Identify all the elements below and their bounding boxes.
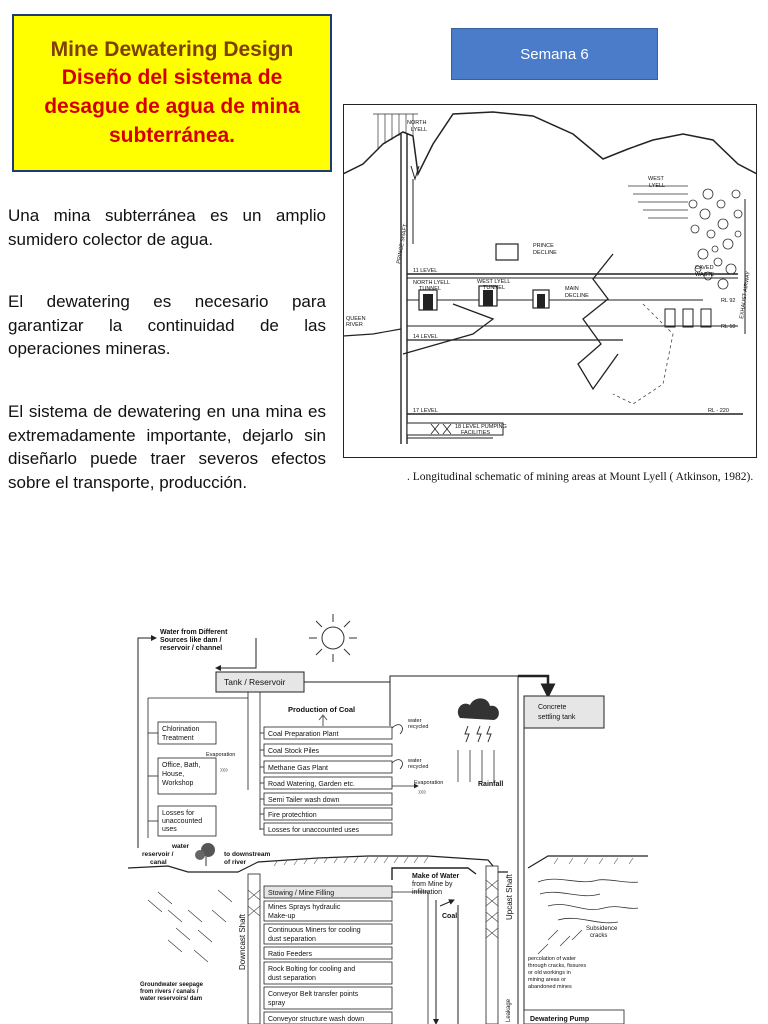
mine-use-6: Conveyor structure wash down bbox=[268, 1016, 365, 1023]
downstream-2: of river bbox=[224, 859, 247, 866]
label-pumping-2: FACILITIES bbox=[461, 430, 491, 436]
mine-use-5b: spray bbox=[268, 1000, 286, 1007]
paragraph-3: El sistema de dewatering en una mina es extremadamente importante, dejarlo sin diseñarlo puede traer severos efectos sobre el transporte, producción. bbox=[8, 402, 326, 492]
label-rl-92: RL 92 bbox=[721, 298, 736, 304]
reservoir-3: canal bbox=[150, 859, 167, 866]
chlorination-1: Chlorination bbox=[162, 726, 200, 733]
label-main-decline-1: MAIN bbox=[565, 286, 579, 292]
percolation-4: mining areas or bbox=[528, 977, 566, 983]
use-1: Coal Stock Piles bbox=[268, 748, 319, 755]
title-box bbox=[12, 14, 332, 172]
title-spanish-line-2: desague de agua de mina bbox=[44, 94, 300, 118]
use-0: Coal Preparation Plant bbox=[268, 731, 339, 738]
water-recycled-2a: water bbox=[408, 758, 422, 764]
label-prince-decline-2: DECLINE bbox=[533, 250, 557, 256]
mine-use-3: Ratio Feeders bbox=[268, 951, 312, 958]
label-prince-decline-1: PRINCE bbox=[533, 243, 554, 249]
title-spanish-line-1: Diseño del sistema de bbox=[61, 65, 283, 89]
water-sources-2: Sources like dam / bbox=[160, 637, 222, 644]
use-4: Semi Tailer wash down bbox=[268, 797, 340, 804]
mine-use-5a: Conveyor Belt transfer points bbox=[268, 991, 359, 998]
percolation-5: abandoned mines bbox=[528, 984, 572, 990]
label-pumping-1: 18 LEVEL PUMPING bbox=[455, 424, 507, 430]
leakage-label: Leakage bbox=[506, 998, 512, 1022]
mount-lyell-schematic bbox=[343, 104, 757, 458]
use-6: Losses for unaccounted uses bbox=[268, 827, 360, 834]
mine-use-0: Stowing / Mine Filling bbox=[268, 890, 335, 897]
tree-icon bbox=[195, 843, 215, 866]
label-17-level: 17 LEVEL bbox=[413, 408, 438, 414]
label-queen-river-2: RIVER bbox=[346, 322, 363, 328]
mine-use-4a: Rock Bolting for cooling and bbox=[268, 966, 356, 973]
percolation-3: or old workings in bbox=[528, 970, 571, 976]
mine-use-2a: Continuous Miners for cooling bbox=[268, 927, 361, 934]
rain-cloud-icon bbox=[458, 698, 499, 782]
water-recycled-1a: water bbox=[408, 718, 422, 724]
subsidence-2: cracks bbox=[590, 933, 608, 939]
paragraph-2: El dewatering es necesario para garantizar la continuidad de las operaciones mineras. bbox=[8, 292, 326, 358]
label-caved-waste-2: WASTE bbox=[695, 272, 715, 278]
label-rl-10: RL 10 bbox=[721, 324, 736, 330]
coal-label: Coal bbox=[442, 913, 458, 920]
title-spanish-line-3: subterránea. bbox=[108, 123, 236, 147]
label-queen-river-1: QUEEN bbox=[346, 316, 366, 322]
settling-1: Concrete bbox=[538, 704, 567, 711]
figure-1-caption: . Longitudinal schematic of mining areas at Mount Lyell ( Atkinson, 1982). bbox=[407, 471, 754, 483]
label-west-lyell-tunnel-2: TUNNEL bbox=[483, 285, 506, 291]
office-3: Workshop bbox=[162, 780, 194, 787]
groundwater-1: Groundwater seepage bbox=[140, 982, 204, 988]
label-rl-220: RL - 220 bbox=[708, 408, 729, 414]
label-north-lyell-2: LYELL bbox=[411, 127, 428, 133]
reservoir-1: water bbox=[172, 843, 189, 850]
water-sources-1: Water from Different bbox=[160, 629, 228, 636]
label-exhaust-airway: EXHAUST AIRWAY bbox=[739, 270, 752, 320]
losses-1: Losses for bbox=[162, 810, 195, 817]
rainfall-label: Rainfall bbox=[478, 781, 504, 788]
office-2: House, bbox=[162, 771, 185, 778]
evaporation-right-squiggle-icon: ⁾⁾⁾⁾ bbox=[418, 789, 426, 798]
subsidence-1: Subsidence bbox=[586, 926, 618, 932]
mine-use-1a: Mines Sprays hydraulic bbox=[268, 904, 341, 911]
label-north-lyell-tunnel-1: NORTH LYELL bbox=[413, 280, 451, 286]
production-label: Production of Coal bbox=[288, 705, 356, 714]
label-north-lyell-1: NORTH bbox=[407, 120, 427, 126]
sun-icon bbox=[309, 614, 357, 662]
chlorination-2: Treatment bbox=[162, 735, 194, 742]
mine-water-flow-diagram bbox=[128, 610, 648, 1024]
groundwater-3: water reservoirs/ dam bbox=[140, 996, 203, 1002]
tank-label: Tank / Reservoir bbox=[224, 677, 286, 687]
label-west-lyell-tunnel-1: WEST LYELL bbox=[477, 279, 511, 285]
label-14-level: 14 LEVEL bbox=[413, 334, 438, 340]
percolation-1: percolation of water bbox=[528, 956, 576, 962]
label-north-lyell-tunnel-2: TUNNEL bbox=[419, 286, 442, 292]
mine-use-1b: Make-up bbox=[268, 913, 296, 920]
settling-2: settling tank bbox=[538, 714, 576, 721]
label-prince-shaft: PRINCE SHAFT bbox=[396, 223, 409, 265]
use-2: Methane Gas Plant bbox=[268, 765, 328, 772]
office-1: Office, Bath, bbox=[162, 762, 201, 769]
mine-use-2b: dust separation bbox=[268, 936, 316, 943]
label-west-lyell-2: LYELL bbox=[649, 183, 666, 189]
mine-use-4b: dust separation bbox=[268, 975, 316, 982]
evaporation-squiggle-icon: ⁾⁾⁾⁾ bbox=[220, 767, 228, 776]
reservoir-2: reservoir / bbox=[142, 851, 174, 858]
evaporation-right: Evaporation bbox=[414, 780, 444, 786]
downstream-1: to downstream bbox=[224, 851, 271, 858]
groundwater-2: from rivers / canals / bbox=[140, 989, 199, 995]
losses-3: uses bbox=[162, 826, 177, 833]
label-11-level: 11 LEVEL bbox=[413, 268, 438, 274]
label-main-decline-2: DECLINE bbox=[565, 293, 589, 299]
downcast-shaft-label: Downcast Shaft bbox=[238, 913, 247, 970]
losses-2: unaccounted bbox=[162, 818, 203, 825]
make-water-2: from Mine by bbox=[412, 881, 453, 888]
make-water-1: Make of Water bbox=[412, 873, 460, 880]
evaporation-left: Evaporation bbox=[206, 752, 236, 758]
water-sources-3: reservoir / channel bbox=[160, 645, 223, 652]
upcast-shaft-label: Upcast Shaft bbox=[505, 874, 514, 920]
use-5: Fire protechtion bbox=[268, 812, 317, 819]
water-recycled-1b: recycled bbox=[408, 724, 429, 730]
paragraph-1: Una mina subterránea es un amplio sumidero colector de agua. bbox=[8, 206, 326, 249]
percolation-2: through cracks, fissures bbox=[528, 963, 587, 969]
dewatering-pump-label: Dewatering Pump bbox=[530, 1016, 590, 1023]
make-water-3: infiltration bbox=[412, 889, 442, 896]
week-badge: Semana 6 bbox=[451, 28, 658, 80]
title-english: Mine Dewatering Design bbox=[50, 37, 294, 61]
use-3: Road Watering, Garden etc. bbox=[268, 781, 355, 788]
label-caved-waste-1: CAVED bbox=[695, 265, 714, 271]
label-west-lyell-1: WEST bbox=[648, 176, 664, 182]
water-recycled-2b: recycled bbox=[408, 764, 429, 770]
